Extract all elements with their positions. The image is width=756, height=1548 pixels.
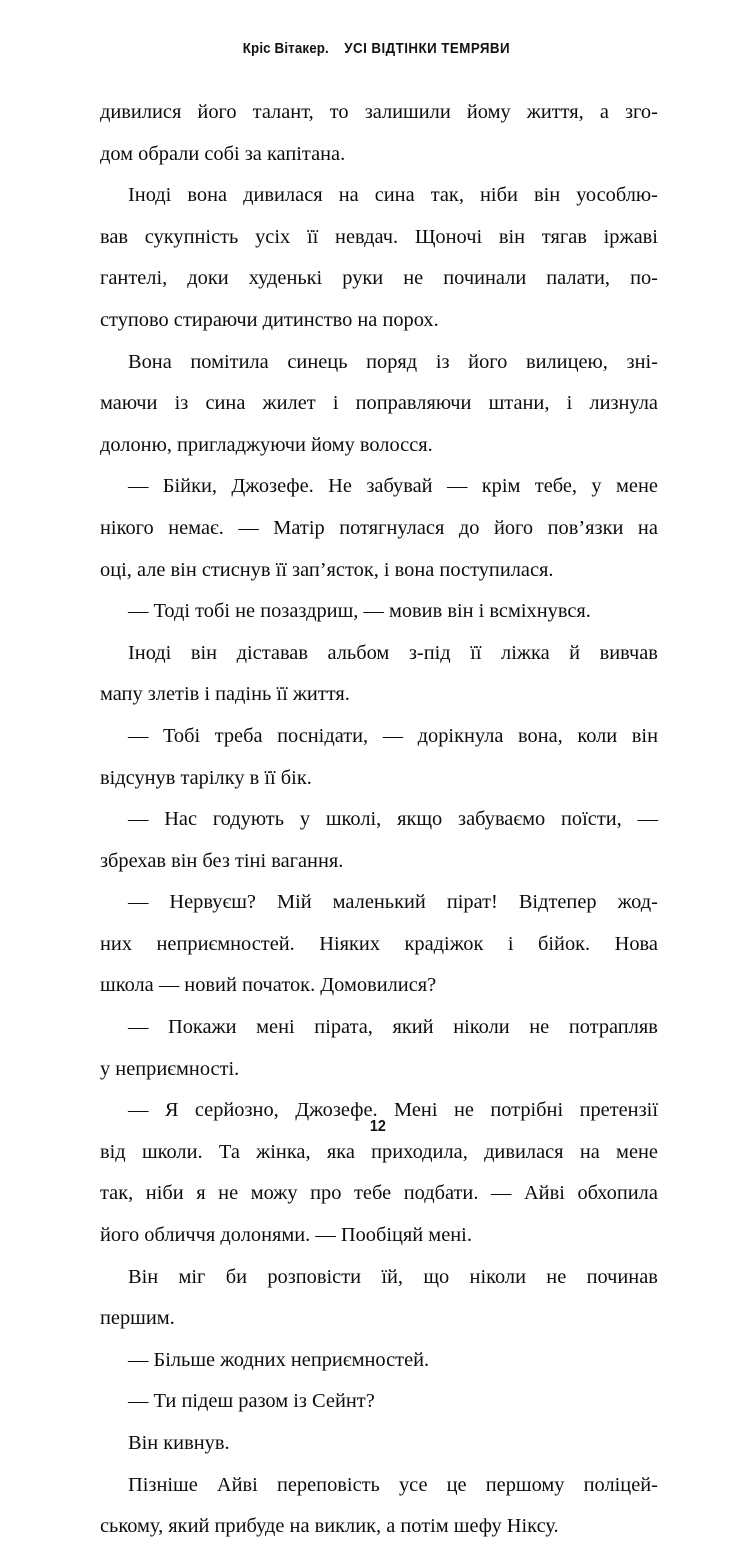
text-word: усе bbox=[398, 1473, 428, 1496]
text-word: йому bbox=[466, 101, 511, 123]
running-head-author: Кріс Вітакер. bbox=[242, 41, 329, 57]
text-line bbox=[100, 1465, 658, 1507]
text-word: що bbox=[423, 1265, 450, 1288]
paragraph bbox=[100, 92, 658, 175]
text-word: можу bbox=[250, 1182, 298, 1205]
text-word: ніби bbox=[145, 1182, 184, 1205]
text-line: долоню, пригладжуючи йому волосся. bbox=[100, 433, 433, 456]
text-line bbox=[100, 342, 658, 384]
text-word: Айві bbox=[216, 1473, 258, 1496]
text-word: жилет bbox=[262, 392, 316, 415]
text-word: худенькі bbox=[248, 267, 323, 290]
text-word: — bbox=[490, 1182, 512, 1205]
text-word: потрапляв bbox=[568, 1016, 658, 1039]
text-line bbox=[100, 217, 658, 259]
text-word: жінка, bbox=[256, 1140, 311, 1163]
paragraph bbox=[100, 1090, 658, 1256]
text-word: поправляючи bbox=[355, 392, 472, 415]
text-word: серйозно, bbox=[194, 1099, 279, 1122]
text-word: Мені bbox=[394, 1099, 438, 1122]
text-word: невдач. bbox=[335, 225, 399, 248]
text-word: помітила bbox=[190, 350, 269, 373]
text-line bbox=[100, 1007, 658, 1049]
text-word: на bbox=[579, 1140, 600, 1163]
text-word: не bbox=[403, 267, 424, 290]
text-word: із bbox=[435, 350, 450, 373]
text-word: його bbox=[493, 516, 534, 539]
text-word: — bbox=[382, 724, 404, 747]
text-line bbox=[100, 799, 658, 841]
text-word: — bbox=[128, 1016, 149, 1039]
text-word: доки bbox=[187, 267, 229, 290]
text-word: нікого bbox=[100, 516, 154, 539]
text-word: якщо bbox=[397, 808, 443, 831]
text-word: синець bbox=[287, 350, 348, 373]
text-line: — Тоді тобі не позаздриш, — мовив він і всміхнувся. bbox=[128, 600, 591, 623]
text-line bbox=[100, 1132, 658, 1174]
paragraph bbox=[100, 633, 658, 716]
text-word: бійок. bbox=[538, 932, 591, 955]
text-word: талант, bbox=[252, 101, 314, 123]
text-word: — bbox=[128, 808, 149, 831]
text-word: сина bbox=[374, 184, 415, 207]
text-word: і bbox=[332, 392, 339, 415]
text-word: на bbox=[338, 184, 359, 207]
text-word: Джозефе. bbox=[231, 475, 314, 498]
text-word: жод- bbox=[617, 891, 658, 914]
text-line bbox=[100, 882, 658, 924]
text-word: Бійки, bbox=[162, 475, 217, 498]
text-word: пірат! bbox=[446, 891, 498, 914]
text-line bbox=[100, 92, 658, 134]
text-word: він bbox=[190, 641, 218, 664]
text-word: сина bbox=[205, 392, 246, 415]
text-word: Нервуєш? bbox=[169, 891, 256, 914]
text-word: — bbox=[446, 475, 468, 498]
text-line: відсунув тарілку в її бік. bbox=[100, 766, 312, 789]
text-word: Я bbox=[164, 1099, 179, 1122]
text-word: коли bbox=[577, 724, 618, 747]
paragraph bbox=[100, 716, 658, 799]
text-line bbox=[100, 1173, 658, 1215]
text-word: переповість bbox=[276, 1473, 380, 1496]
text-word: Мій bbox=[276, 891, 312, 914]
text-word: Покажи bbox=[167, 1016, 237, 1039]
paragraph bbox=[100, 1007, 658, 1090]
text-word: і bbox=[566, 392, 573, 415]
text-word: альбом bbox=[327, 641, 390, 664]
text-word: забувай bbox=[366, 475, 433, 498]
text-word: крім bbox=[481, 475, 521, 498]
text-word: який bbox=[392, 1016, 434, 1039]
text-line: дом обрали собі за капітана. bbox=[100, 142, 346, 165]
text-line: його обличчя долонями. — Пообіцяй мені. bbox=[100, 1224, 472, 1247]
text-word: тебе, bbox=[534, 475, 578, 498]
text-word: Нова bbox=[614, 932, 658, 955]
text-word: вав bbox=[100, 225, 129, 248]
text-word: не bbox=[546, 1265, 567, 1288]
text-word: зго- bbox=[625, 101, 658, 123]
text-word: її bbox=[306, 225, 319, 248]
text-word: би bbox=[225, 1265, 248, 1288]
text-line: — Ти підеш разом із Сейнт? bbox=[128, 1390, 375, 1413]
text-word: пов’язки bbox=[547, 516, 624, 539]
text-word: не bbox=[453, 1099, 474, 1122]
text-word: він bbox=[498, 225, 526, 248]
text-word: так, bbox=[100, 1182, 134, 1205]
text-word: Матір bbox=[273, 516, 325, 539]
text-line: оці, але він стиснув її зап’ясток, і вона поступилася. bbox=[100, 558, 554, 581]
text-word: пірата, bbox=[314, 1016, 373, 1039]
text-word: вилицею, bbox=[525, 350, 608, 373]
text-word: починав bbox=[586, 1265, 658, 1288]
paragraph bbox=[100, 799, 658, 882]
text-line bbox=[100, 716, 658, 758]
text-word: їй, bbox=[381, 1265, 404, 1288]
running-head bbox=[0, 41, 756, 57]
text-word: то bbox=[329, 101, 349, 123]
text-word: вона, bbox=[518, 724, 563, 747]
text-word: по- bbox=[630, 267, 658, 290]
text-word: ліжка bbox=[501, 641, 550, 664]
text-word: з-під bbox=[408, 641, 451, 664]
text-word: зні- bbox=[626, 350, 658, 373]
text-word: приходила, bbox=[371, 1140, 468, 1163]
text-word: першому bbox=[485, 1473, 565, 1496]
text-word: Ніяких bbox=[319, 932, 381, 955]
running-head-title: УСІ ВІДТІНКИ ТЕМРЯВИ bbox=[343, 41, 510, 57]
text-word: її bbox=[470, 641, 482, 664]
text-line bbox=[100, 924, 658, 966]
text-word: міг bbox=[178, 1265, 206, 1288]
text-line bbox=[100, 508, 658, 550]
text-line bbox=[100, 466, 658, 508]
text-word: у bbox=[591, 475, 602, 498]
text-line bbox=[100, 383, 658, 425]
text-word: і bbox=[507, 932, 514, 955]
text-word: вона bbox=[187, 184, 228, 207]
text-line: школа — новий початок. Домовилися? bbox=[100, 974, 437, 997]
text-line: мапу злетів і падінь її життя. bbox=[100, 683, 350, 706]
text-line: збрехав він без тіні вагання. bbox=[100, 849, 344, 872]
text-word: вивчав bbox=[599, 641, 658, 664]
text-word: Іноді bbox=[128, 641, 172, 664]
text-word: — bbox=[128, 475, 149, 498]
text-word: обхопила bbox=[577, 1182, 658, 1205]
text-word: маленький bbox=[332, 891, 426, 914]
text-word: Вона bbox=[128, 350, 172, 373]
paragraph bbox=[100, 1257, 658, 1340]
body-text bbox=[100, 92, 658, 1548]
text-word: Джозефе. bbox=[295, 1099, 378, 1122]
text-word: Та bbox=[218, 1140, 240, 1163]
page-number-value: 12 bbox=[369, 1118, 387, 1135]
text-word: це bbox=[446, 1473, 467, 1496]
paragraph bbox=[100, 1340, 658, 1382]
text-word: Пізніше bbox=[128, 1473, 198, 1496]
paragraph bbox=[100, 1423, 658, 1465]
text-word: — bbox=[637, 808, 658, 831]
text-word: маючи bbox=[100, 392, 158, 415]
text-word: починали bbox=[443, 267, 527, 290]
text-word: про bbox=[310, 1182, 342, 1205]
text-word: — bbox=[128, 891, 149, 914]
text-line bbox=[100, 175, 658, 217]
text-word: ніколи bbox=[453, 1016, 510, 1039]
text-word: них bbox=[100, 932, 133, 955]
paragraph bbox=[100, 175, 658, 341]
text-word: іржаві bbox=[603, 225, 658, 248]
text-word: Тобі bbox=[162, 724, 201, 747]
text-word: треба bbox=[214, 724, 263, 747]
text-word: поліцей- bbox=[583, 1473, 658, 1496]
text-word: палати, bbox=[546, 267, 611, 290]
page-number bbox=[0, 1118, 756, 1136]
text-word: школі, bbox=[325, 808, 382, 831]
text-line bbox=[100, 633, 658, 675]
paragraph bbox=[100, 591, 658, 633]
paragraph bbox=[100, 466, 658, 591]
text-word: дивилася bbox=[243, 184, 323, 207]
text-word: а bbox=[599, 101, 609, 123]
text-word: поряд bbox=[366, 350, 418, 373]
text-word: Він bbox=[128, 1265, 159, 1288]
text-word: Не bbox=[328, 475, 352, 498]
paragraph bbox=[100, 1381, 658, 1423]
text-word: він bbox=[631, 724, 658, 747]
text-word: життя, bbox=[526, 101, 584, 123]
text-word: із bbox=[174, 392, 189, 415]
text-word: від bbox=[100, 1140, 126, 1163]
text-word: його bbox=[197, 101, 237, 123]
text-word: дорікнула bbox=[417, 724, 504, 747]
text-word: не bbox=[529, 1016, 550, 1039]
text-word: Нас bbox=[164, 808, 198, 831]
text-line: у неприємності. bbox=[100, 1057, 240, 1080]
text-word: усіх bbox=[255, 225, 291, 248]
text-word: ніколи bbox=[469, 1265, 526, 1288]
text-word: Відтепер bbox=[518, 891, 597, 914]
text-word: забуваємо bbox=[458, 808, 546, 831]
text-word: він bbox=[533, 184, 561, 207]
text-word: штани, bbox=[488, 392, 550, 415]
text-word: й bbox=[569, 641, 581, 664]
text-word: руки bbox=[342, 267, 384, 290]
text-word: поснідати, bbox=[277, 724, 369, 747]
text-word: потрібні bbox=[490, 1099, 564, 1122]
text-word: дивилися bbox=[100, 101, 182, 123]
text-word: ніби bbox=[480, 184, 518, 207]
text-line: ському, який прибуде на виклик, а потім шефу Ніксу. bbox=[100, 1515, 559, 1538]
text-word: його bbox=[468, 350, 508, 373]
paragraph bbox=[100, 1465, 658, 1548]
text-word: гантелі, bbox=[100, 267, 168, 290]
text-word: у bbox=[299, 808, 311, 831]
text-word: Іноді bbox=[128, 184, 172, 207]
text-line: — Більше жодних неприємностей. bbox=[128, 1348, 430, 1371]
text-word: тягав bbox=[541, 225, 587, 248]
text-word: розповісти bbox=[267, 1265, 362, 1288]
text-word: неприємностей. bbox=[156, 932, 295, 955]
text-word: яка bbox=[326, 1140, 355, 1163]
text-word: залишили bbox=[364, 101, 451, 123]
text-word: претензії bbox=[579, 1099, 658, 1122]
text-word: тебе bbox=[354, 1182, 392, 1205]
text-word: я bbox=[196, 1182, 206, 1205]
text-word: немає. bbox=[168, 516, 224, 539]
text-line: першим. bbox=[100, 1307, 175, 1330]
text-word: крадіжок bbox=[404, 932, 484, 955]
text-word: поїсти, bbox=[561, 808, 622, 831]
paragraph bbox=[100, 882, 658, 1007]
text-word: сукупність bbox=[144, 225, 239, 248]
text-word: мене bbox=[616, 475, 658, 498]
text-word: годують bbox=[212, 808, 285, 831]
text-word: лизнула bbox=[589, 392, 658, 415]
text-word: не bbox=[218, 1182, 239, 1205]
text-word: Айві bbox=[523, 1182, 565, 1205]
text-word: Щоночі bbox=[414, 225, 483, 248]
text-word: діставав bbox=[236, 641, 308, 664]
text-word: подбати. bbox=[403, 1182, 479, 1205]
text-word: так, bbox=[430, 184, 464, 207]
text-word: — bbox=[128, 724, 149, 747]
text-word: на bbox=[637, 516, 658, 539]
text-word: дивилася bbox=[484, 1140, 564, 1163]
text-word: уособлю- bbox=[576, 184, 658, 207]
text-word: мене bbox=[616, 1140, 658, 1163]
text-line bbox=[100, 258, 658, 300]
text-word: школи. bbox=[141, 1140, 203, 1163]
text-line: Він кивнув. bbox=[128, 1432, 230, 1454]
paragraph bbox=[100, 342, 658, 467]
text-word: — bbox=[128, 1099, 149, 1122]
text-word: потягнулася bbox=[339, 516, 445, 539]
text-word: — bbox=[238, 516, 259, 539]
text-word: мені bbox=[256, 1016, 295, 1039]
text-word: до bbox=[458, 516, 480, 539]
text-line: ступово стираючи дитинство на порох. bbox=[100, 308, 439, 331]
text-line bbox=[100, 1257, 658, 1299]
